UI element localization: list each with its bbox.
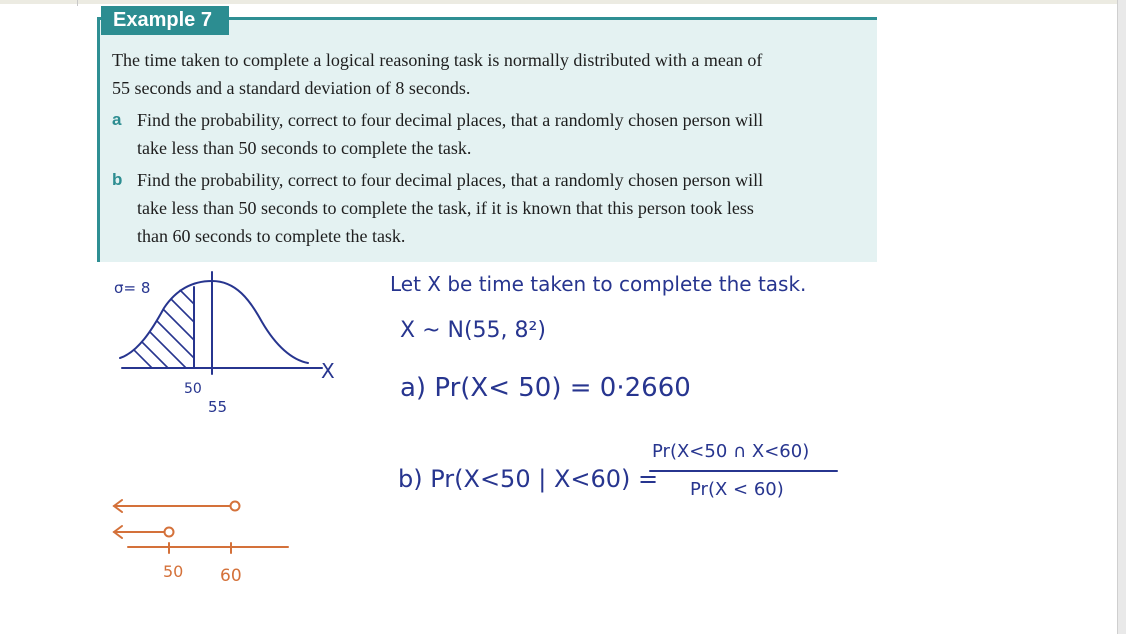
example-title: Example 7 bbox=[101, 6, 229, 35]
part-a-answer: a) Pr(X< 50) = 0·2660 bbox=[400, 373, 691, 403]
part-b-line-3: than 60 seconds to complete the task. bbox=[137, 226, 406, 246]
curve-mark-55: 55 bbox=[208, 398, 228, 416]
part-a-line-1: Find the probability, correct to four decimal places, that a randomly chosen person will bbox=[137, 110, 764, 130]
part-b-letter: b bbox=[112, 170, 123, 189]
part-a-line-2: take less than 50 seconds to complete the task. bbox=[137, 138, 472, 158]
shaded-tail-hatching bbox=[120, 286, 194, 368]
part-b-lhs: b) Pr(X<50 | X<60) = bbox=[398, 465, 659, 493]
intro-line-2: 55 seconds and a standard deviation of 8 seconds. bbox=[112, 78, 471, 98]
part-b-line-2: take less than 50 seconds to complete the task, if it is known that this person took less bbox=[137, 198, 754, 218]
right-window-edge bbox=[1117, 0, 1126, 634]
open-circle-60 bbox=[231, 502, 240, 511]
sigma-label: σ= 8 bbox=[114, 279, 151, 297]
part-b-line-1: Find the probability, correct to four decimal places, that a randomly chosen person will bbox=[137, 170, 764, 190]
fraction-numerator: Pr(X<50 ∩ X<60) bbox=[652, 441, 810, 462]
intro-line-1: The time taken to complete a logical reasoning task is normally distributed with a mean of bbox=[112, 50, 763, 70]
part-a-letter: a bbox=[112, 110, 122, 129]
fraction-denominator: Pr(X < 60) bbox=[690, 479, 784, 500]
distribution-statement: X ~ N(55, 8²) bbox=[400, 318, 546, 343]
let-statement: Let X be time taken to complete the task. bbox=[390, 272, 807, 296]
numberline-label-50: 50 bbox=[163, 562, 184, 581]
open-circle-50 bbox=[165, 528, 174, 537]
numberline-label-60: 60 bbox=[220, 566, 242, 586]
number-line-sketch bbox=[114, 500, 288, 553]
axis-x-label: X bbox=[321, 359, 335, 383]
curve-mark-50: 50 bbox=[184, 381, 202, 397]
